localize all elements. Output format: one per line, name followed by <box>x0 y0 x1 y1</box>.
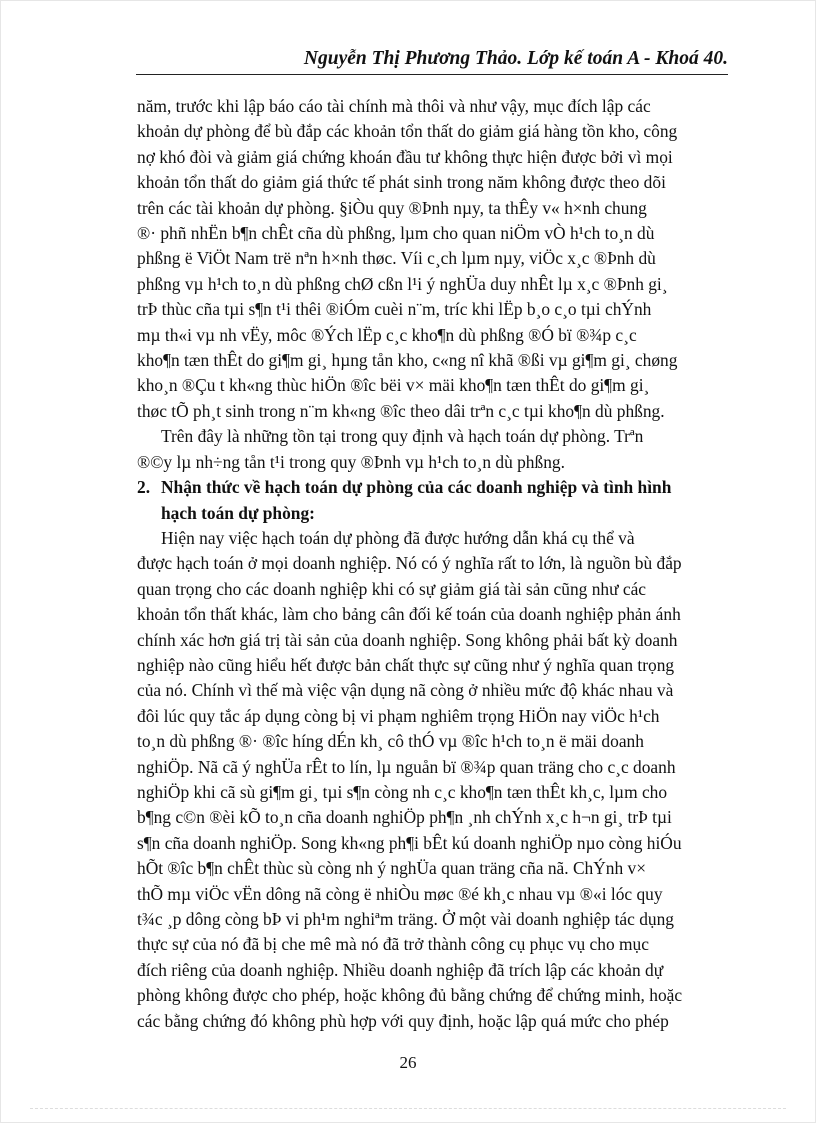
text-line: trên các tài khoản dự phòng. §iÒu quy ®Þnh nµy, ta thÊy v« h×nh chung <box>137 197 647 218</box>
text-line: năm, trước khi lập báo cáo tài chính mà thôi và như vậy, mục đích lập các <box>137 96 651 116</box>
text-line: Hiện nay việc hạch toán dự phòng đã được hướng dẫn khá cụ thể và <box>161 527 635 548</box>
text-line: được hạch toán ở mọi doanh nghiệp. Nó có ý nghĩa rất to lớn, là nguồn bù đắp <box>137 553 682 574</box>
text-line: thÕ mµ viÖc vËn dông nã còng ë nhiÒu møc ®é kh¸c nhau vµ ®«i lóc quy <box>137 883 663 904</box>
text-line: nghiÖp. Nã cã ý nghÜa rÊt to lín, lµ nguån bï ®¾p quan träng cho c¸c doanh <box>137 756 676 777</box>
text-line: phßng ë ViÖt Nam trë nªn h×nh thøc. Víi c¸ch lµm nµy, viÖc x¸c ®Þnh dù <box>137 248 656 269</box>
page-header: Nguyễn Thị Phương Thảo. Lớp kế toán A - Khoá 40. <box>303 48 728 69</box>
header-rule <box>136 74 728 75</box>
text-line: thực sự của nó đã bị che mê mà nó đã trở thành công cụ phục vụ cho mục <box>137 934 649 955</box>
text-line: b¶ng c©n ®èi kÕ to¸n cña doanh nghiÖp ph¶n ¸nh chÝnh x¸c h¬n gi¸ trÞ tµi <box>137 807 672 828</box>
text-line: nghiÖp khi cã sù gi¶m gi¸ tµi s¶n còng nh c¸c kho¶n tæn thÊt kh¸c, lµm cho <box>137 781 668 802</box>
text-line: thøc tÕ ph¸t sinh trong n¨m kh«ng ®îc theo dâi trªn c¸c tµi kho¶n dù phßng. <box>137 400 665 421</box>
text-line: khoản tổn thất khác, làm cho bảng cân đối kế toán của doanh nghiệp phản ánh <box>137 604 681 625</box>
text-line: đích riêng của doanh nghiệp. Nhiều doanh nghiệp đã trích lập các khoản dự <box>137 959 664 980</box>
text-line: quan trọng cho các doanh nghiệp khi có sự giảm giá tài sản cũng như các <box>137 578 647 599</box>
text-line: phßng vµ h¹ch to¸n dù phßng chØ cßn l¹i ý nghÜa duy nhÊt lµ x¸c ®Þnh gi¸ <box>137 273 668 294</box>
text-line: các bằng chứng đó không phù hợp với quy định, hoặc lập quá mức cho phép <box>137 1010 669 1031</box>
text-line: s¶n cña doanh nghiÖp. Song kh«ng ph¶i bÊt kú doanh nghiÖp nµo còng hiÓu <box>137 832 682 853</box>
text-line: chính xác hơn giá trị tài sản của doanh nghiệp. Song không phải bất kỳ doanh <box>137 629 678 650</box>
text-line: khoản dự phòng để bù đắp các khoản tổn thất do giảm giá hàng tồn kho, công <box>137 121 678 142</box>
section-number: 2. <box>137 477 151 498</box>
section-heading-text: Nhận thức về hạch toán dự phòng của các doanh nghiệp và tình hình <box>161 477 672 498</box>
text-line: t¾c ¸p dông còng bÞ vi ph¹m nghiªm träng. Ở một vài doanh nghiệp tác dụng <box>137 909 674 929</box>
document-body <box>137 94 729 1034</box>
text-line: to¸n dù phßng ®· ®îc híng dÉn kh¸ cô thÓ vµ ®îc h¹ch to¸n ë mäi doanh <box>137 731 644 752</box>
text-line: nghiệp nào cũng hiểu hết được bản chất thực sự cũng như ý nghĩa quan trọng <box>137 654 675 675</box>
section-heading-continued: hạch toán dự phòng: <box>161 502 315 523</box>
text-line: hÕt ®îc b¶n chÊt thùc sù còng nh ý nghÜa quan träng cña nã. ChÝnh v× <box>137 858 647 879</box>
text-line: kho¶n tæn thÊt do gi¶m gi¸ hµng tån kho, c«ng nî khã ®ßi vµ gi¶m gi¸ chøng <box>137 350 678 371</box>
text-line: nợ khó đòi và giảm giá chứng khoán đầu tư không thực hiện được bởi vì mọi <box>137 146 673 167</box>
text-line: Trên đây là những tồn tại trong quy định và hạch toán dự phòng. Trªn <box>161 426 644 447</box>
text-line: của nó. Chính vì thế mà việc vận dụng nã còng ở nhiều mức độ khác nhau và <box>137 680 674 701</box>
text-line: trÞ thùc cña tµi s¶n t¹i thêi ®iÓm cuèi n¨m, tríc khi lËp b¸o c¸o tµi chÝnh <box>137 299 652 320</box>
text-line: ®· phñ nhËn b¶n chÊt cña dù phßng, lµm cho quan niÖm vÒ h¹ch to¸n dù <box>137 223 655 244</box>
text-line: đôi lúc quy tắc áp dụng còng bị vi phạm nghiêm trọng HiÖn nay viÖc h¹ch <box>137 705 660 726</box>
text-line: ®©y lµ nh÷ng tån t¹i trong quy ®Þnh vµ h¹ch to¸n dù phßng. <box>137 451 565 472</box>
text-line: khoản tổn thất do giảm giá thức tế phát sinh trong năm không được theo dõi <box>137 172 666 193</box>
text-line: kho¸n ®Çu t kh«ng thùc hiÖn ®îc bëi v× mäi kho¶n tæn thÊt do gi¶m gi¸ <box>137 375 650 396</box>
text-line: mµ th«i vµ nh vËy, môc ®Ých lËp c¸c kho¶n dù phßng ®Ó bï ®¾p c¸c <box>137 324 637 345</box>
text-line: phòng không được cho phép, hoặc không đủ bằng chứng để chứng minh, hoặc <box>137 985 683 1006</box>
page-number: 26 <box>399 1053 417 1072</box>
section-heading <box>137 475 729 500</box>
page-bottom-edge <box>30 1108 786 1109</box>
